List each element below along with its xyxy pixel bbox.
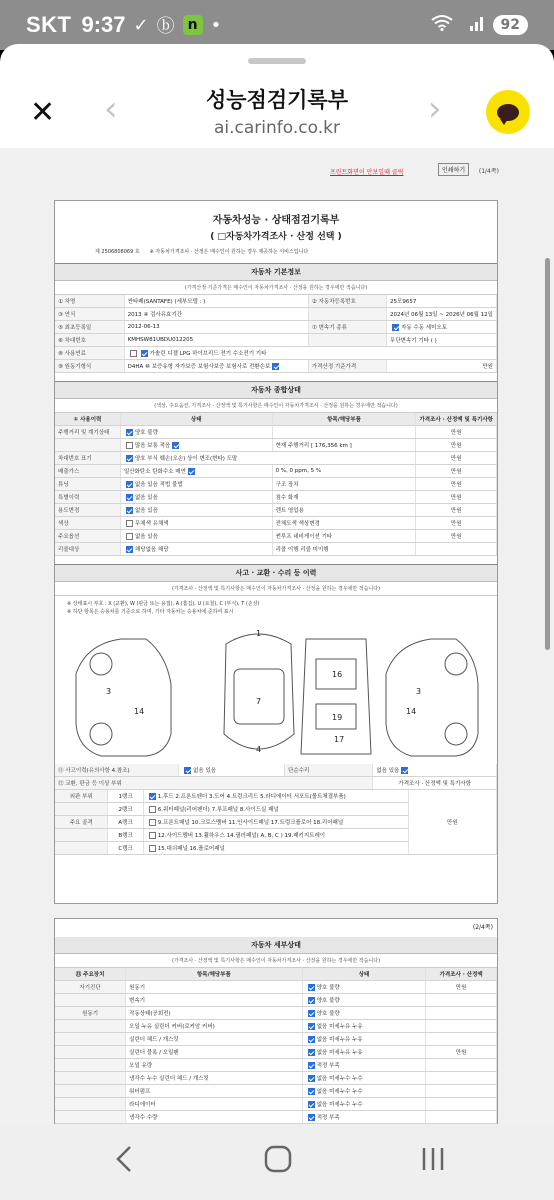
doc-meta-note: ※ 자동차가격조사 · 산정은 매수인이 원하는 경우 제공하는 서비스입니다 [149, 249, 309, 255]
table-row [55, 1020, 497, 1033]
print-button[interactable]: 인쇄하기 [438, 163, 469, 176]
table-row [55, 504, 497, 517]
label-cell [55, 1033, 126, 1046]
state-options: 없음 미세누수 누수 [316, 1089, 363, 1095]
checkbox-checked [308, 984, 315, 991]
value-cell [387, 321, 497, 334]
label-cell: 용도변경 [55, 504, 120, 517]
price-cell: 만원 [416, 426, 497, 439]
state-options: 많음 보통 적음 [134, 443, 171, 449]
checkbox-checked [308, 1049, 315, 1056]
table-row [55, 790, 497, 803]
dot-icon: • [210, 14, 222, 36]
state-cell [302, 1007, 426, 1020]
status-right [423, 15, 528, 36]
state-options: 없음 있음 적법 불법 [134, 482, 183, 488]
price-cell [426, 1033, 497, 1046]
label-cell [55, 1046, 126, 1059]
state-options: 없음 미세누수 누수 [316, 1076, 363, 1082]
label-cell: 차대번호 표기 [55, 452, 120, 465]
scrollbar[interactable] [545, 258, 550, 650]
price-cell: 만원 [416, 491, 497, 504]
price-cell [426, 1111, 497, 1124]
item-cell: 실린더 블록 / 오일팬 [126, 1046, 303, 1059]
price-cell: 만원 [416, 478, 497, 491]
label-cell: 튜닝 [55, 478, 120, 491]
label-cell: ② 자동차등록번호 [308, 295, 386, 308]
detail-cell: 렌트 영업용 [272, 504, 416, 517]
bottom-sheet [0, 44, 554, 1124]
table-row [55, 308, 497, 321]
state-options: 없음 있음 [134, 495, 158, 501]
label-cell: ⑫ 교환, 판금 등 이상 부위 [55, 777, 373, 790]
price-cell: 만원 [426, 981, 497, 994]
system-nav-bar [0, 1124, 554, 1200]
label-cell [55, 1059, 126, 1072]
group-cell [55, 829, 108, 842]
label-cell [55, 439, 120, 452]
table-row [55, 347, 497, 360]
state-options: 양호 부식 훼손(오손) 상이 변조(변타) 도말 [134, 456, 238, 462]
diagram-label: 1 [256, 629, 262, 638]
parts-cell [143, 790, 408, 803]
detail-cell: 리콜 이행 리콜 미이행 [272, 543, 416, 556]
status-time: 9:37 [81, 12, 126, 37]
table-header-row [55, 413, 497, 426]
checkbox-checked [308, 1088, 315, 1095]
state-options: 없음 있음 [376, 768, 400, 774]
parts-cell [143, 842, 408, 855]
price-cell [426, 1007, 497, 1020]
item-cell: 실린더 헤드 / 개스킷 [126, 1033, 303, 1046]
checkbox-checked [308, 997, 315, 1004]
item-cell: 오일 누유 실린더 커버(로커암 커버) [126, 1020, 303, 1033]
label-cell [55, 1085, 126, 1098]
state-options: 무채색 유채색 [134, 521, 169, 527]
table-row [55, 517, 497, 530]
label-cell: 색상 [55, 517, 120, 530]
table-row [55, 452, 497, 465]
label-cell [55, 1111, 126, 1124]
column-header: 항목/해당부품 [126, 968, 303, 981]
car-diagram [66, 624, 486, 764]
label-cell: 특별이력 [55, 491, 120, 504]
diagram-label: 14 [134, 707, 145, 716]
column-header: 가격조사 · 산정액 [426, 968, 497, 981]
column-header: 가격조사 · 산정액 및 특기사항 [373, 777, 497, 790]
value-cell: 무단변속기 기타 ( ) [387, 334, 497, 347]
label-cell: ⑤ 최초등록일 [55, 321, 124, 334]
recents-nav-icon[interactable] [420, 1144, 446, 1180]
table-row [55, 1059, 497, 1072]
checkbox-checked [308, 1010, 315, 1017]
state-cell [302, 1046, 426, 1059]
label-cell: 리콜대상 [55, 543, 120, 556]
checkbox-checked [184, 767, 191, 774]
doc-subtitle: ( □자동차가격조사 · 산정 선택 ) [210, 232, 342, 242]
kakaotalk-icon[interactable] [486, 90, 530, 134]
checkbox [149, 832, 156, 839]
label-cell: 단순수리 [285, 764, 373, 777]
state-options: 적정 부족 [316, 1115, 340, 1121]
item-cell: 오일 유량 [126, 1059, 303, 1072]
item-cell: 라디에이터 [126, 1098, 303, 1111]
sheet-drag-handle[interactable] [248, 58, 306, 64]
page-toolbar [55, 157, 499, 176]
document-page-2 [54, 918, 498, 1138]
state-cell [302, 1111, 426, 1124]
table-header-row [55, 968, 497, 981]
group-cell [55, 803, 108, 816]
state-options: 없음 있음 [134, 508, 158, 514]
parts-items: 15.대쉬패널 16.플로어패널 [157, 846, 225, 852]
state-cell [120, 439, 272, 452]
item-cell: 원동기 [126, 981, 303, 994]
price-cell: 만원 [416, 439, 497, 452]
price-cell: 만원 [416, 530, 497, 543]
checkbox-checked [308, 1114, 315, 1121]
state-options: 양호 불량 [316, 985, 340, 991]
table-row [55, 465, 497, 478]
price-cell [426, 994, 497, 1007]
diagram-label: 19 [332, 713, 343, 722]
item-cell: 냉각수 누수 실린더 헤드 / 개스킷 [126, 1072, 303, 1085]
checkbox-checked [308, 1036, 315, 1043]
section-detail-title: 자동차 세부상태 [55, 937, 497, 954]
document-viewer[interactable] [0, 148, 554, 1124]
checkbox-checked [308, 1062, 315, 1069]
legend-line: ※ 상태표시 부호 : X (교환), W (판금 또는 용접), A (흠집), U (요철), C (부식), T (손상) [67, 601, 260, 607]
mileage-cell: 현재 주행거리 [ 176,356 km ] [272, 439, 416, 452]
checkbox-checked [401, 767, 408, 774]
section-accident-title: 사고 · 교환 · 수리 등 이력 [55, 564, 497, 582]
table-row [55, 426, 497, 439]
label-cell [308, 308, 386, 321]
value-cell: 2024년 06월 13일 ~ 2026년 06월 12일 [387, 308, 497, 321]
item-cell: 작동상태(공회전) [126, 1007, 303, 1020]
b-icon: ⓑ [156, 16, 175, 37]
section-basic-note: (가격산정 기준가격은 매수인이 자동차가격조사 · 산정을 원하는 경우에만 적습니다) [55, 281, 497, 295]
state-cell [302, 1033, 426, 1046]
state-options: 적정 부족 [316, 1063, 340, 1069]
overall-status-table [55, 413, 497, 556]
group-cell [55, 842, 108, 855]
print-help-link[interactable]: 프린트화면이 안보일때 클릭 [330, 169, 404, 176]
checkbox [126, 520, 133, 527]
table-row [55, 1072, 497, 1085]
detail-cell: 썬루프 네비게이션 기타 [272, 530, 416, 543]
label-cell: 가격산정 기준가격 [308, 360, 386, 373]
state-cell [120, 452, 416, 465]
value-cell: 25모9657 [387, 295, 497, 308]
table-header-row [55, 777, 497, 790]
state-options: 없음 미세누유 누유 [316, 1050, 363, 1056]
table-row [55, 1098, 497, 1111]
state-options: 없음 미세누유 누유 [316, 1024, 363, 1030]
price-cell [416, 543, 497, 556]
chevron-left-icon[interactable]: ‹ [104, 89, 118, 129]
state-options: 양호 불량 [316, 1011, 340, 1017]
label-cell: 주행거리 및 계기상태 [55, 426, 120, 439]
label-cell: 자기진단 [55, 981, 126, 994]
label-cell [55, 1072, 126, 1085]
page-number: (2/4쪽) [472, 924, 493, 931]
detail-cell: 구조 장치 [272, 478, 416, 491]
label-cell: ③ 연식 [55, 308, 124, 321]
rank-cell: 1랭크 [108, 790, 143, 803]
label-cell: 원동기 [55, 1007, 126, 1020]
state-cell [120, 465, 272, 478]
state-options: 양호 불량 [316, 998, 340, 1004]
price-cell [426, 1085, 497, 1098]
chevron-right-icon[interactable]: › [428, 89, 442, 129]
price-cell: 만원 [408, 790, 496, 855]
section-overall-title: 자동차 종합상태 [55, 381, 497, 399]
table-row [55, 334, 497, 347]
state-cell [302, 1059, 426, 1072]
label-cell: ⑦ 변속기 종류 [308, 321, 386, 334]
value-cell: 만원 [387, 360, 497, 373]
accident-legend [55, 596, 497, 620]
state-options: 없음 미세누수 누수 [316, 1102, 363, 1108]
state-cell [302, 1020, 426, 1033]
parts-items: 12.사이드멤버 13.휠하우스 14.필러패널( A, B, C ) 19.패키지트레이 [157, 833, 326, 839]
state-options: 일산화탄소 탄화수소 매연 [123, 469, 186, 475]
state-cell [120, 426, 272, 439]
diagram-label: 16 [332, 670, 343, 679]
column-header: ⑬ 주요장치 [55, 968, 126, 981]
checkbox [130, 350, 137, 357]
label-cell: ⑪ 사고이력(유의사항 4.참조) [55, 764, 179, 777]
table-row [55, 1046, 497, 1059]
group-cell: 외판 부위 [55, 790, 108, 803]
price-cell [426, 1020, 497, 1033]
price-cell: 만원 [416, 517, 497, 530]
sheet-header [0, 70, 554, 148]
checkbox [149, 845, 156, 852]
close-icon[interactable]: ✕ [30, 95, 56, 130]
parts-items: 9.프론트패널 10.크로스멤버 11.인사이드패널 17.트렁크플로어 18.리어패널 [157, 820, 344, 826]
state-cell [302, 1072, 426, 1085]
price-cell [426, 1098, 497, 1111]
signal-icon [469, 15, 485, 36]
table-row [55, 478, 497, 491]
parts-table [55, 790, 497, 855]
checkbox-checked [126, 481, 133, 488]
column-header: 상태 [302, 968, 426, 981]
label-cell: ⑧ 사용연료 [55, 347, 124, 360]
table-row [55, 994, 497, 1007]
table-row [55, 1007, 497, 1020]
state-cell [302, 981, 426, 994]
table-row [55, 295, 497, 308]
doc-meta [55, 248, 497, 255]
parts-cell [143, 803, 408, 816]
column-header: 상태 [120, 413, 272, 426]
rank-cell: B랭크 [108, 829, 143, 842]
diagram-label: 3 [106, 687, 112, 696]
page-url: ai.carinfo.co.kr [214, 118, 340, 138]
detail-cell: 0 %, 0 ppm, 5 % [272, 465, 416, 478]
value-cell: 2012-06-13 [124, 321, 308, 334]
column-header: 가격조사 · 산정액 및 특기사항 [416, 413, 497, 426]
state-cell [302, 1098, 426, 1111]
column-header: 항목/해당부품 [272, 413, 416, 426]
table-row [55, 1033, 497, 1046]
table-row [55, 491, 497, 504]
checkbox-checked [308, 1023, 315, 1030]
status-bar [0, 0, 554, 50]
checkbox-checked [172, 442, 179, 449]
feather-icon: ✓ [133, 14, 149, 36]
diagram-label: 3 [416, 687, 422, 696]
checkbox-checked [188, 468, 195, 475]
value-cell: 싼타페(SANTAFE) (세부모델 : ) [124, 295, 308, 308]
state-cell [120, 543, 272, 556]
table-row [55, 764, 497, 777]
price-cell: 만원 [416, 452, 497, 465]
checkbox-checked [392, 324, 399, 331]
state-cell [120, 530, 272, 543]
diagram-label: 7 [256, 697, 262, 706]
table-row [55, 321, 497, 334]
state-cell [179, 764, 285, 777]
rank-cell: A랭크 [108, 816, 143, 829]
label-cell [55, 1098, 126, 1111]
state-cell [120, 504, 272, 517]
checkbox-checked [126, 494, 133, 501]
battery-indicator: 92 [493, 15, 528, 35]
engine-warranty: D4HA ⑩ 보증유형 자가보증 보험사보증 보험사로 전환손보 [127, 364, 271, 370]
checkbox [126, 442, 133, 449]
parts-cell [143, 829, 408, 842]
section-basic-title: 자동차 기본정보 [55, 263, 497, 281]
checkbox-checked [126, 455, 133, 462]
state-cell [302, 1085, 426, 1098]
legend-line: ※ 하단 항목은 승용차를 기준으로 하며, 기타 자동차는 승용차에 준하여 표시 [67, 609, 234, 615]
item-cell: 냉각수 수량 [126, 1111, 303, 1124]
detail-cell: 침수 화재 [272, 491, 416, 504]
table-row [55, 1085, 497, 1098]
state-options: 없음 있음 [193, 768, 217, 774]
value-cell [124, 347, 496, 360]
table-row [55, 530, 497, 543]
rank-cell: 2랭크 [108, 803, 143, 816]
state-options: 없음 있음 [134, 534, 158, 540]
table-row [55, 543, 497, 556]
label-cell: 주요옵션 [55, 530, 120, 543]
detail-cell: 전체도색 색상변경 [272, 517, 416, 530]
checkbox [126, 533, 133, 540]
diagram-label: 4 [256, 745, 262, 754]
wifi-icon [431, 15, 453, 36]
price-cell [426, 1059, 497, 1072]
transmission-options: 자동 수동 세미오토 [401, 325, 448, 331]
state-options: 해당없음 해당 [134, 547, 169, 553]
price-cell: 만원 [426, 1046, 497, 1059]
parts-cell [143, 816, 408, 829]
home-nav-icon[interactable] [264, 1144, 292, 1180]
state-cell [120, 478, 272, 491]
state-options: 없음 미세누유 누유 [316, 1037, 363, 1043]
value-cell: 2013 ④ 검사유효기간 [124, 308, 308, 321]
state-options: 양호 불량 [134, 430, 158, 436]
state-cell [373, 764, 497, 777]
state-cell [120, 491, 272, 504]
label-cell: ⑨ 원동기형식 [55, 360, 124, 373]
page-title: 성능점검기록부 [205, 88, 348, 112]
label-cell: ⑥ 차대번호 [55, 334, 124, 347]
checkbox-checked [149, 793, 156, 800]
checkbox-checked [126, 546, 133, 553]
rank-cell: C랭크 [108, 842, 143, 855]
table-row [55, 439, 497, 452]
label-cell [55, 1020, 126, 1033]
doc-title: 자동차성능 · 상태점검기록부 [212, 215, 340, 226]
checkbox [149, 819, 156, 826]
label-cell: 배출가스 [55, 465, 120, 478]
checkbox-checked [272, 363, 279, 370]
n-app-icon: n [183, 15, 203, 35]
label-cell: ① 차명 [55, 295, 124, 308]
section-detail-note: (가격조사 · 산정액 및 특기사항은 매수인이 자동차가격조사 · 산정을 원하는 경우에만 적습니다) [55, 954, 497, 968]
price-cell: 만원 [416, 504, 497, 517]
checkbox-checked [308, 1075, 315, 1082]
label-cell [308, 334, 386, 347]
checkbox [149, 806, 156, 813]
item-cell: 워터펌프 [126, 1085, 303, 1098]
checkbox-checked [141, 350, 148, 357]
price-cell: 만원 [416, 465, 497, 478]
checkbox-checked [308, 1101, 315, 1108]
back-nav-icon[interactable] [112, 1144, 136, 1180]
state-cell [120, 517, 272, 530]
state-cell [302, 994, 426, 1007]
value-cell [124, 360, 308, 373]
section-overall-note: (색상, 주요옵션, 가격조사 · 산정액 및 특기사항은 매수인이 자동차가격조사 · 산정을 원하는 경우에만 적습니다) [55, 399, 497, 413]
accident-history-table [55, 764, 497, 790]
detail-cell [272, 426, 416, 439]
checkbox-checked [126, 507, 133, 514]
price-cell [426, 1072, 497, 1085]
table-row [55, 1111, 497, 1124]
value-cell: KMHSW81UBDU012205 [124, 334, 308, 347]
document-page-1 [54, 167, 499, 904]
basic-info-table [55, 295, 497, 373]
diagram-label: 17 [334, 735, 345, 744]
fuel-options: 가솔린 디젤 LPG 하이브리드 전기 수소전기 기타 [149, 351, 267, 357]
column-header: ① 사용이력 [55, 413, 120, 426]
diagram-label: 14 [406, 707, 417, 716]
page-number: (1/4쪽) [478, 168, 499, 175]
carrier-label: SKT [26, 12, 72, 37]
parts-items: 6.쿼터패널(리어펜더) 7.루프패널 8.사이드실 패널 [157, 807, 279, 813]
doc-number: 제 2506808069 호 [95, 249, 140, 255]
table-row [55, 360, 497, 373]
table-row [55, 981, 497, 994]
checkbox-checked [126, 429, 133, 436]
section-accident-note: (가격조사 · 산정액 및 특기사항은 매수인이 자동차가격조사 · 산정을 원하는 경우에만 적습니다) [55, 582, 497, 596]
group-cell: 주요 골격 [55, 816, 108, 829]
label-cell [55, 994, 126, 1007]
item-cell: 변속기 [126, 994, 303, 1007]
parts-items: 1.후드 2.프론트펜더 3.도어 4.트렁크리드 5.라디에이터 서포트(볼트체결부품) [157, 794, 346, 800]
